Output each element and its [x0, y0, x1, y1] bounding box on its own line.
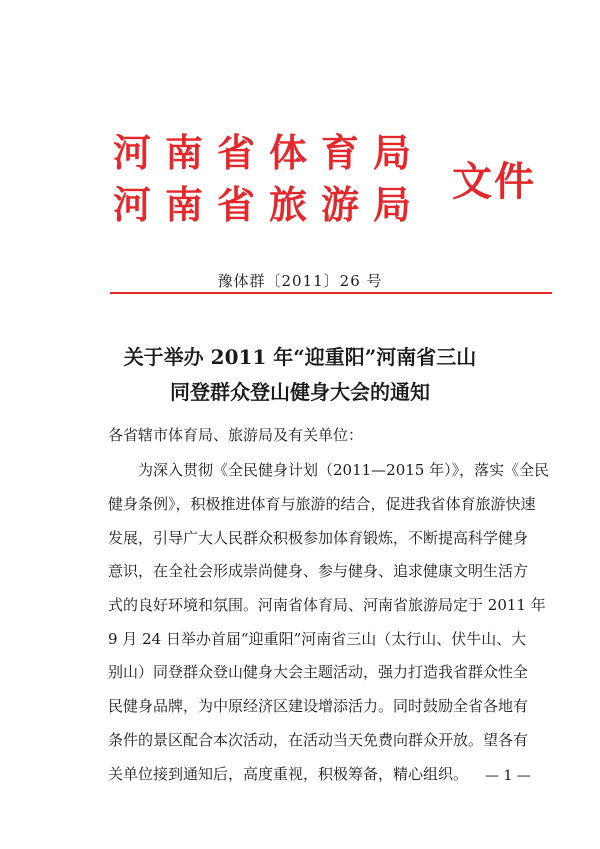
red-divider [110, 292, 552, 294]
body-line: 民健身品牌，为中原经济区建设增添活力。同时鼓励全省各地有 [108, 697, 529, 715]
body-line: 关单位接到通知后，高度重视，积极筹备，精心组织。 [108, 765, 469, 783]
body-line: 9 月 24 日举办首届“迎重阳”河南省三山（太行山、伏牛山、大 [108, 630, 527, 648]
document-number: 豫体群〔2011〕26 号 [217, 272, 383, 290]
letterhead-suffix: 文件 [452, 158, 536, 205]
body-line: 式的良好环境和氛围。河南省体育局、河南省旅游局定于 2011 年 [108, 596, 546, 614]
body-line: 意识，在全社会形成崇尚健身、参与健身、追求健康文明生活方 [108, 562, 529, 580]
body-line: 为深入贯彻《全民健身计划（2011—2015 年）》，落实《全民 [108, 461, 550, 479]
body-line: 发展，引导广大人民群众积极参加体育锻炼，不断提高科学健身 [108, 529, 529, 547]
letterhead-org-2: 河南省旅游局 [113, 182, 426, 227]
title-line-1: 关于举办 2011 年“迎重阳”河南省三山 [123, 345, 477, 369]
page-number: — 1 — [485, 768, 531, 784]
title-line-2: 同登群众登山健身大会的通知 [170, 380, 430, 404]
body-line: 条件的景区配合本次活动，在活动当天免费向群众开放。望各有 [108, 731, 529, 749]
addressee: 各省辖市体育局、旅游局及有关单位： [108, 426, 364, 444]
body-line: 别山）同登群众登山健身大会主题活动，强力打造我省群众性全 [108, 663, 529, 681]
body-line: 健身条例》，积极推进体育与旅游的结合，促进我省体育旅游快速 [108, 495, 536, 513]
letterhead-org-1: 河南省体育局 [113, 130, 426, 175]
